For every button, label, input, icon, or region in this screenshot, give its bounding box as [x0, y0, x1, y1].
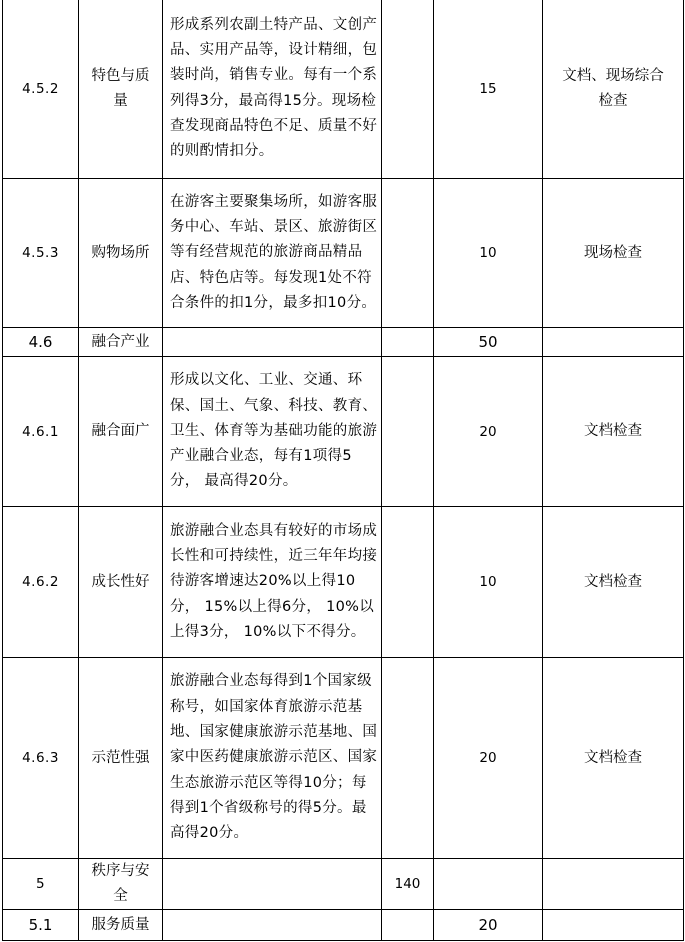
item-total-score — [382, 910, 434, 941]
item-total-score — [382, 507, 434, 658]
item-criteria — [163, 910, 382, 941]
item-score — [434, 859, 543, 910]
item-criteria: 在游客主要聚集场所，如游客服务中心、车站、景区、旅游街区等有经营规范的旅游商品精品店、特色店等。每发现1处不符合条件的扣1分，最多扣10分。 — [163, 179, 382, 328]
item-code: 4.6.3 — [3, 658, 79, 859]
item-score: 10 — [434, 507, 543, 658]
item-name: 示范性强 — [79, 658, 163, 859]
table-row — [3, 179, 684, 328]
item-code: 4.6.1 — [3, 357, 79, 507]
item-total-score — [382, 179, 434, 328]
item-code: 4.6.2 — [3, 507, 79, 658]
item-name: 成长性好 — [79, 507, 163, 658]
item-score: 20 — [434, 357, 543, 507]
item-code: 5.1 — [3, 910, 79, 941]
item-total-score — [382, 357, 434, 507]
item-criteria: 形成系列农副土特产品、文创产品、实用产品等，设计精细，包装时尚，销售专业。每有一个系列得3分，最高得15分。现场检查发现商品特色不足、质量不好的则酌情扣分。 — [163, 0, 382, 179]
item-score: 20 — [434, 658, 543, 859]
item-method: 文档检查 — [543, 507, 684, 658]
item-name: 融合产业 — [79, 328, 163, 357]
item-code: 4.6 — [3, 328, 79, 357]
item-name: 服务质量 — [79, 910, 163, 941]
item-criteria: 旅游融合业态每得到1个国家级称号，如国家体育旅游示范基地、国家健康旅游示范基地、国家中医药健康旅游示范区、国家生态旅游示范区等得10分；每得到1个省级称号的得5分。最高得20分。 — [163, 658, 382, 859]
table-row — [3, 507, 684, 658]
item-method — [543, 328, 684, 357]
table-row — [3, 357, 684, 507]
item-method: 文档、现场综合检查 — [543, 0, 684, 179]
item-criteria: 形成以文化、工业、交通、环保、国土、气象、科技、教育、卫生、体育等为基础功能的旅游产业融合业态，每有1项得5分， 最高得20分。 — [163, 357, 382, 507]
table-row — [3, 328, 684, 357]
item-method — [543, 859, 684, 910]
item-name: 购物场所 — [79, 179, 163, 328]
item-name: 特色与质量 — [79, 0, 163, 179]
item-method — [543, 910, 684, 941]
item-criteria: 旅游融合业态具有较好的市场成长性和可持续性，近三年年均接待游客增速达20%以上得10分， 15%以上得6分， 10%以上得3分， 10%以下不得分。 — [163, 507, 382, 658]
item-code: 4.5.3 — [3, 179, 79, 328]
table-row — [3, 0, 684, 179]
table-row — [3, 910, 684, 941]
item-score: 20 — [434, 910, 543, 941]
table-row — [3, 658, 684, 859]
item-name: 秩序与安全 — [79, 859, 163, 910]
item-score: 10 — [434, 179, 543, 328]
item-name: 融合面广 — [79, 357, 163, 507]
item-total-score: 140 — [382, 859, 434, 910]
item-criteria — [163, 328, 382, 357]
table-row — [3, 859, 684, 910]
item-method: 文档检查 — [543, 658, 684, 859]
scoring-table — [2, 0, 684, 941]
item-total-score — [382, 658, 434, 859]
item-code: 5 — [3, 859, 79, 910]
item-criteria — [163, 859, 382, 910]
item-method: 现场检查 — [543, 179, 684, 328]
item-score: 15 — [434, 0, 543, 179]
item-score: 50 — [434, 328, 543, 357]
item-total-score — [382, 328, 434, 357]
item-method: 文档检查 — [543, 357, 684, 507]
item-total-score — [382, 0, 434, 179]
item-code: 4.5.2 — [3, 0, 79, 179]
